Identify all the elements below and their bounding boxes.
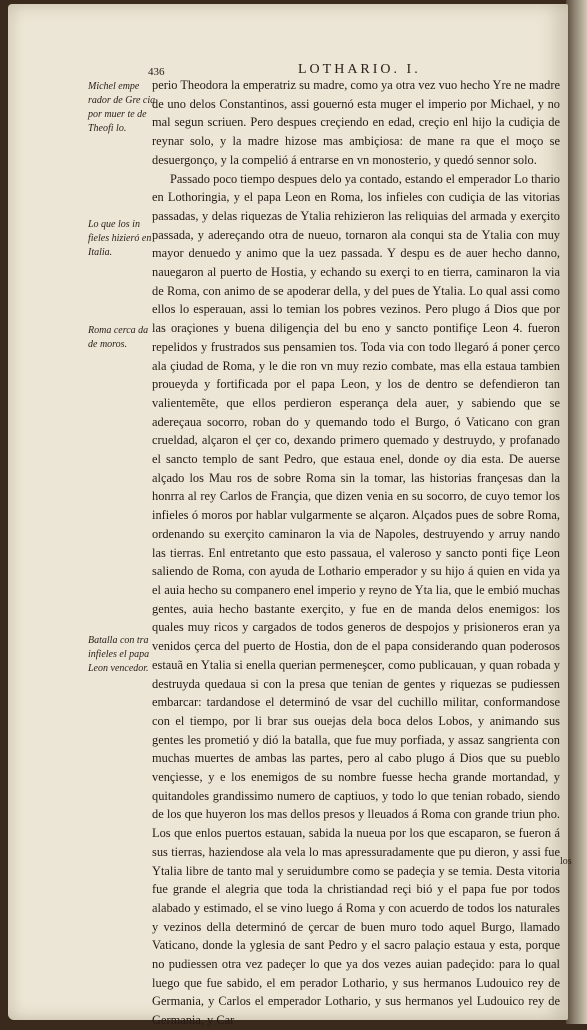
running-head: LOTHARIO. I. bbox=[298, 62, 421, 77]
margin-note-batalla: Batalla con tra infieles el papa Leon vencedor. bbox=[88, 635, 150, 674]
page-number: 436 bbox=[148, 66, 165, 78]
paragraph-2: Passado poco tiempo despues delo ya contado, estando el emperador Lo thario en Lothoringia, y el papa Leon en Roma, los infieles con cudiçia de las vitorias passadas, y delas riquezas de Ytalia rehizieron las reliquias del armada y exerçito passada, y adereçando otra de nueuo, tornaron ala conqui sta de Ytalia con muy mayor denuedo y animo que la uez passada. Y despu es de auer hecho danno, nauegaron al puerto de Hostia, y echando su exerçi to en tierra, caminaron la via de Roma, con animo de se apoderar della, y del pues de Ytalia. Lo qual assi como ellos lo esperauan, assi lo temian los pobres vezinos. Pero plugo á Dios que por las oraçiones y buena diligençia del bu eno y sancto pontifiçe Leon 4. fueron repelidos y frustrados sus pensamien tos. Toda via con todo llegaró á poner çerco ala çiudad de Roma, y le die ron vn muy rezio combate, mas ella estaua tambien proueyda y fortificada por el papa Leon, y los de dentro se defendieron tan valientemẽte, que ellos perdieron esperança dela auer, y sabiendo que se adereçaua socorro, roban do y quemando todo el Burgo, ó Vaticano con gran crueldad, alçaron el çer co, dexando primero quemado y destruydo, y profanado el sancto templo de sant Pedro, que estaua enel, donde oy dia esta. De auerse alçado los Mau ros de sobre Roma sin la tomar, las historias françesas dan la honrra al rey Carlos de Françia, que dizen venia en su socorro, de cuyo temor los infieles ó moros por hablar vulgarmente se alçaron. Alçados pues de sobre Roma, ordenando su exerçito caminaron la via de Napoles, destruyendo y arruy nando las tierras. Enl entretanto que esto passaua, el valeroso y sancto ponti fiçe Leon saliendo de Roma, con ayuda de Lothario emperador y su hijo á quien en vida ya el auia hecho su companero enel imperio y reyno de Yta lia, que le embió muchas gentes, auia hecho bastante exerçito, y fue en de manda delos enemigos: los quales muy ricos y cargados de todos generos de despojos y prisioneros eran ya venidos çerca del puerto de Hostia, don de el papa considerando quan poderosos estauã en Ytalia si enella querian permeneşcer, como publicauan, y quan robada y destruyda quedaua si con la presa que tenian de gentes y riquezas se pudiessen embarcar: tardandose el determinó de vsar del cuchillo militar, conformandose con el tiempo, por li brar sus ouejas dela boca delos Lobos, y animando sus gentes les prometió y dió la batalla, que fue muy porfiada, y assaz sangrienta con muchas muertes de ambas las partes, pero al cabo plugo á Dios que su pueblo vençiesse, y e los enemigos de su nombre fuesse hecha grande mortandad, y quitandoles grandissimo numero de captiuos, y todo lo que tenian robado, siendo de los que huyeron los mas dellos presos y lleuados á Roma con grande triun pho. Los que enlos puertos estauan, sabida la nueua por los que escaparon, se fueron á sus tierras, haziendose ala vela lo mas apressuradamente que pu dieron, y assi fue Ytalia libre de tanto mal y seruidumbre como se padeçia y se temia. Desta vitoria fue grande el alegria que toda la christiandad reçi bió y el papa fue por todos alabado y estimado, el se vino luego á Roma y con acuerdo de todos los naturales y vezinos della determinó de çercar de buen muro todo aquel Burgo, llamado Vaticano, donde la yglesia de sant Pedro y el sacro palaçio estaua y esta, porque no pudiessen otra vez padeçer lo que ya dos vezes auian padeçido: para lo qual luego que fue sabido, el em perador Lothario, y sus hermanos Ludouico rey de Germania, y Carlos el emperador Lothario, y sus hermanos yel Ludouico rey de Germania, y Car bbox=[152, 171, 560, 1028]
catchword: los bbox=[560, 856, 572, 867]
body-text bbox=[152, 76, 560, 1030]
margin-note-michel: Michel empe rador de Gre cia por muer te de Theofi lo. bbox=[88, 81, 156, 134]
margin-note-roma: Roma cerca da de moros. bbox=[88, 325, 149, 350]
paragraph-1: perio Theodora la emperatriz su madre, como ya otra vez vuo hecho Yre ne madre de uno delos Constantinos, assi gouernó esta muger el imperio por Michael, y no mal segun scriuen. Pero despues creçiendo en edad, creçio enl hijo la cudiçia de reynar solo, y la madre hizose mas ambiçiosa: de mane ra que el moço se desuergonço, y la compelió á entrarse en vn monosterio, y quedó sennor solo. bbox=[152, 78, 560, 167]
margin-note-infieles: Lo que los in fieles hizieró en Italia. bbox=[88, 219, 152, 258]
next-page-edge bbox=[566, 0, 587, 1024]
